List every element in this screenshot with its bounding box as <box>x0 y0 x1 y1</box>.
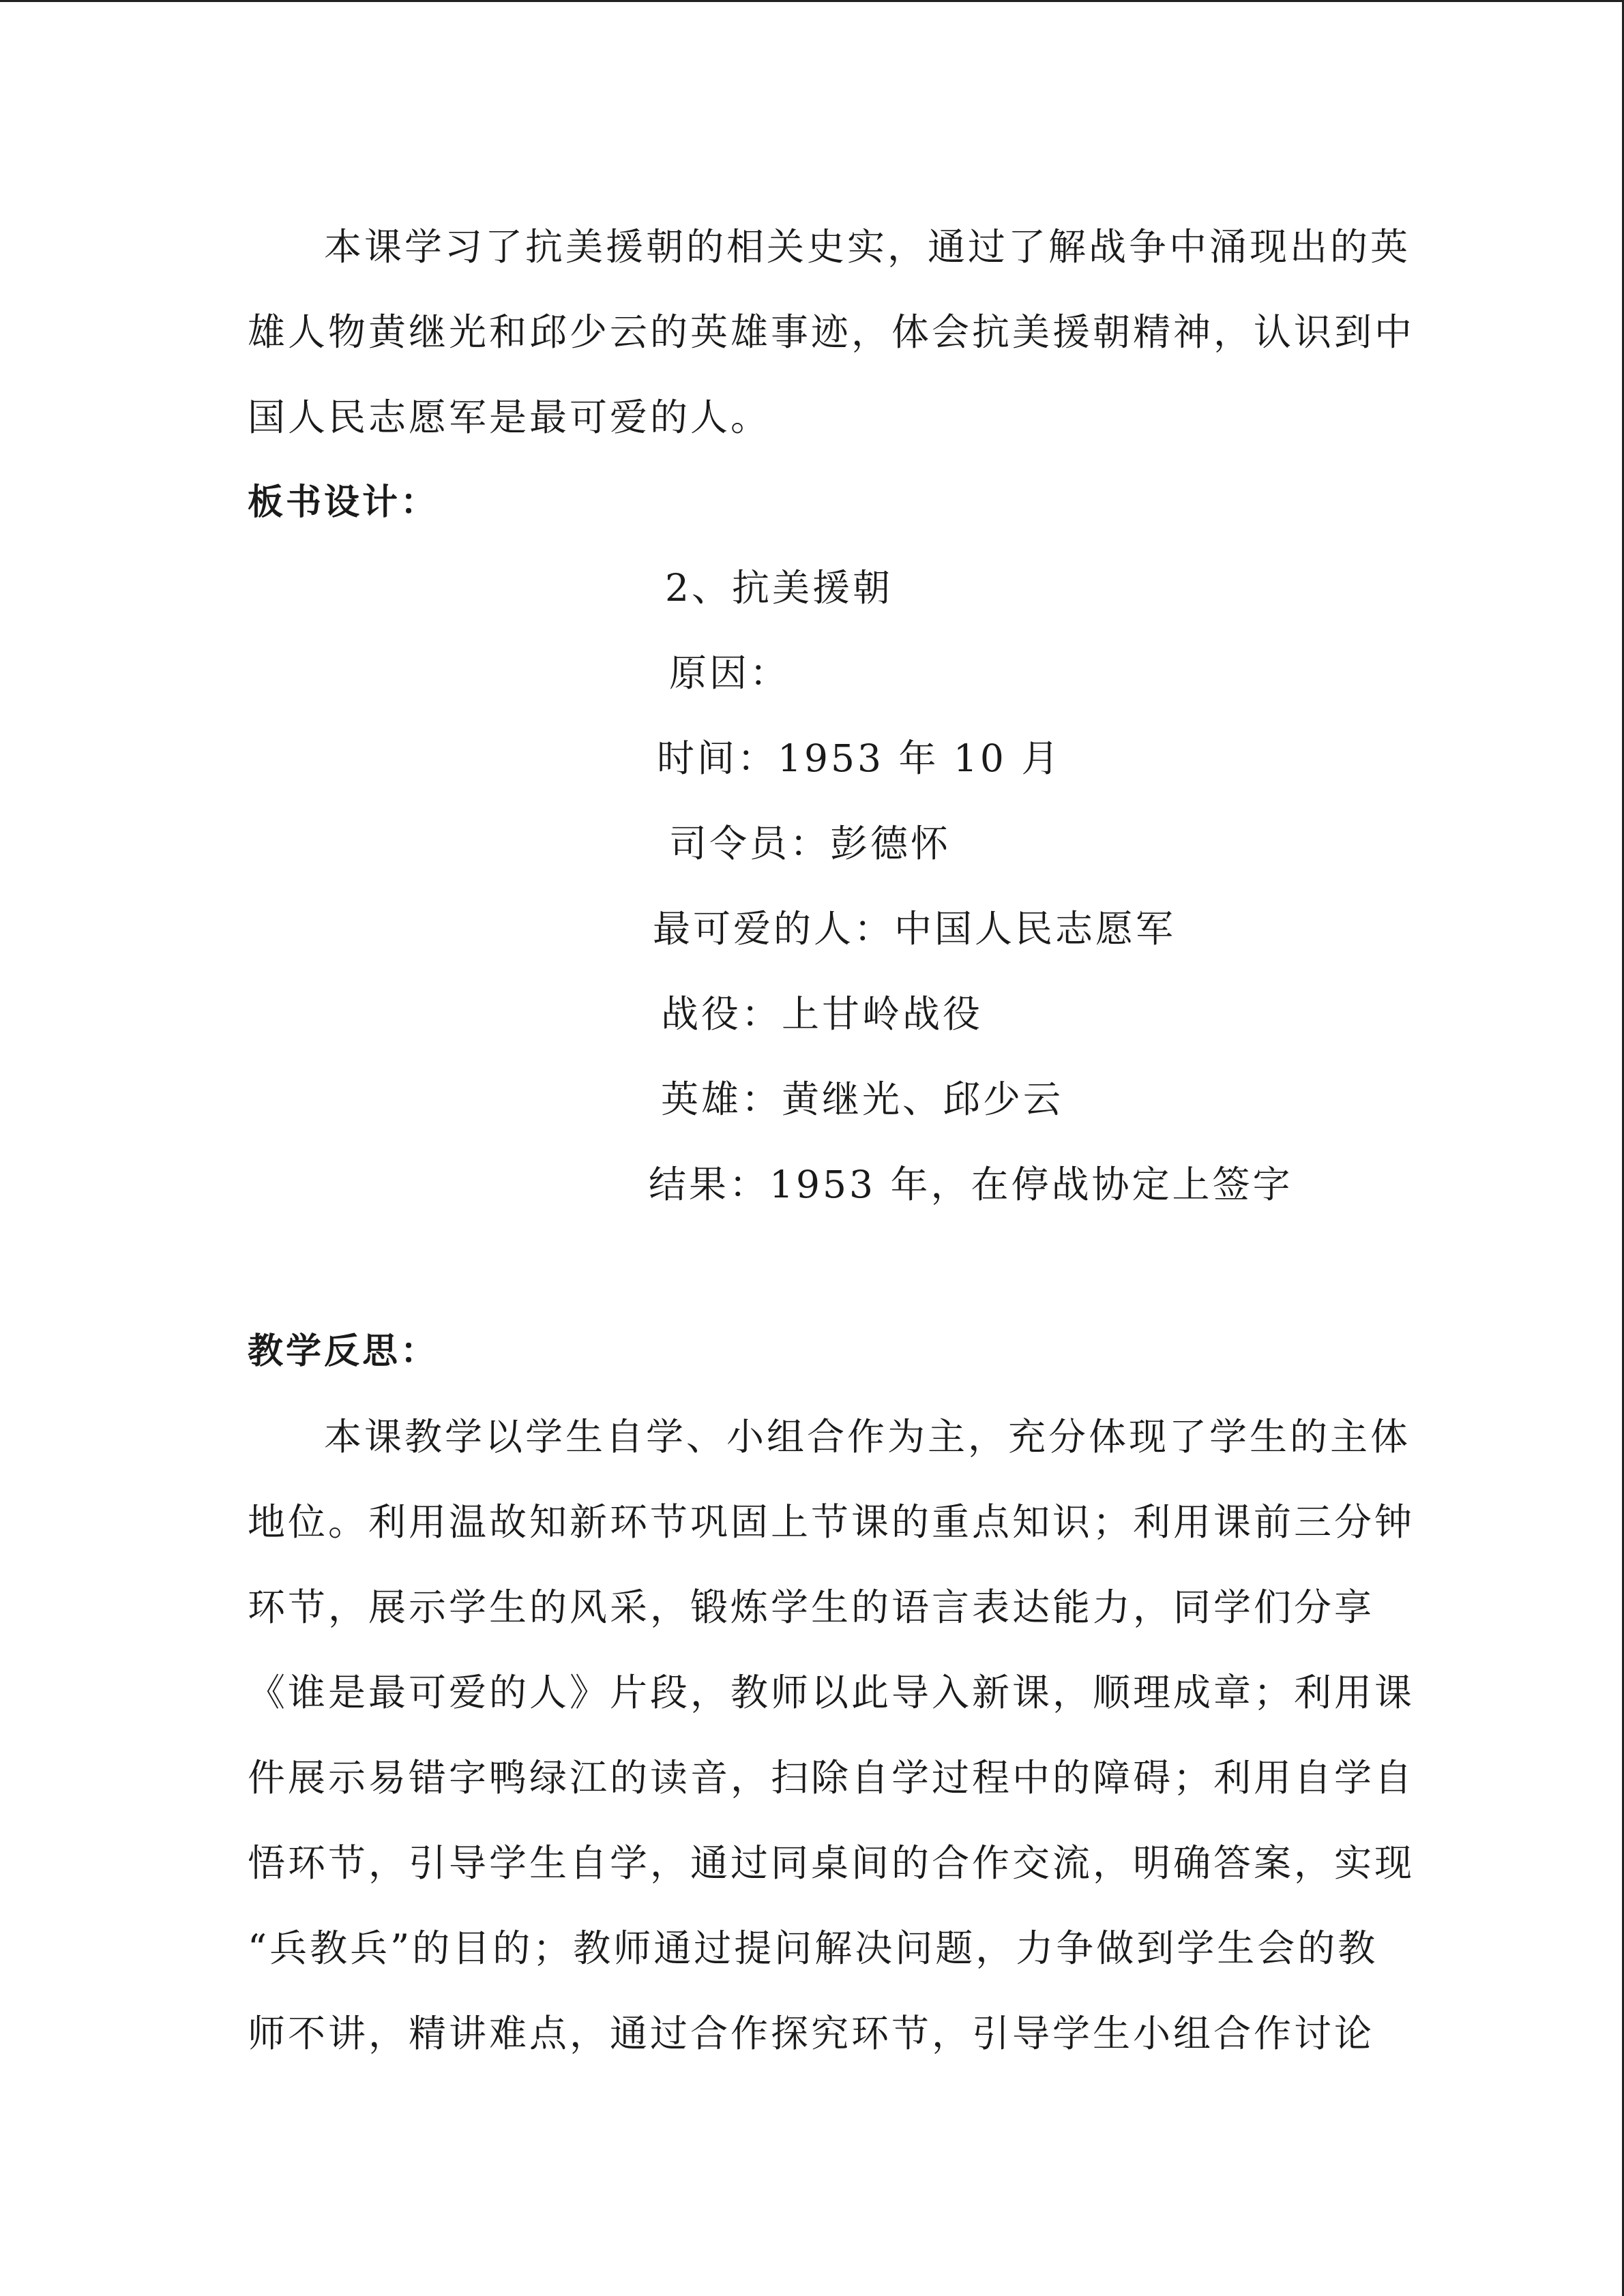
summary-paragraph <box>248 205 1415 460</box>
reflection-line-5: 件展示易错字鸭绿江的读音，扫除自学过程中的障碍；利用自学自 <box>248 1756 1415 1800</box>
reflection-line-8: 师不讲，精讲难点，通过合作探究环节，引导学生小组合作讨论 <box>248 2012 1375 2055</box>
reflection-line-3: 环节，展示学生的风采，锻炼学生的语言表达能力，同学们分享 <box>248 1585 1375 1629</box>
reflection-line-1: 本课教学以学生自学、小组合作为主，充分体现了学生的主体 <box>324 1415 1411 1459</box>
reflection-line-2: 地位。利用温故知新环节巩固上节课的重点知识；利用课前三分钟 <box>248 1500 1415 1544</box>
summary-line-1: 本课学习了抗美援朝的相关史实，通过了解战争中涌现出的英 <box>324 225 1411 269</box>
board-item-loveliest: 最可爱的人：中国人民志愿军 <box>653 907 1177 951</box>
board-design-content <box>248 546 1353 1227</box>
board-item-cause: 原因： <box>669 651 791 695</box>
reflection-line-4: 《谁是最可爱的人》片段，教师以此导入新课，顺理成章；利用课 <box>248 1671 1415 1714</box>
summary-line-3: 国人民志愿军是最可爱的人。 <box>248 396 771 439</box>
reflection-line-7: “兵教兵”的目的；教师通过提问解决问题，力争做到学生会的教 <box>248 1926 1378 1970</box>
reflection-paragraph <box>248 1395 1415 2076</box>
page-edge-top <box>0 0 1624 2</box>
board-design-heading: 板书设计： <box>248 482 439 523</box>
summary-line-2: 雄人物黄继光和邱少云的英雄事迹，体会抗美援朝精神，认识到中 <box>248 310 1415 354</box>
reflection-heading: 教学反思： <box>248 1331 439 1372</box>
document-body <box>248 205 1415 2076</box>
board-title: 2、抗美援朝 <box>665 566 893 610</box>
board-item-time: 时间：1953 年 10 月 <box>657 736 1062 780</box>
section-gap <box>248 1227 1353 1309</box>
board-item-heroes: 英雄：黄继光、邱少云 <box>661 1077 1064 1121</box>
reflection-line-6: 悟环节，引导学生自学，通过同桌间的合作交流，明确答案，实现 <box>248 1841 1415 1885</box>
board-item-commander: 司令员：彭德怀 <box>669 822 951 865</box>
board-item-battle: 战役：上甘岭战役 <box>661 992 984 1036</box>
board-item-result: 结果：1953 年，在停战协定上签字 <box>649 1163 1293 1206</box>
